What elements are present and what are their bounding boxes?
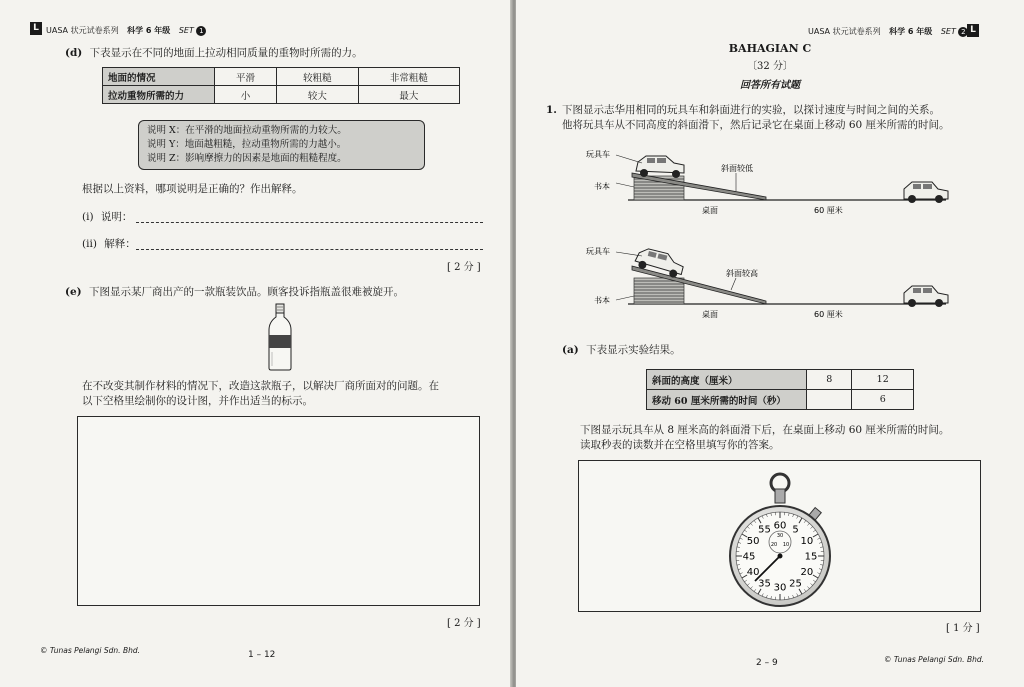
copyright-footer: © Tunas Pelangi Sdn. Bhd. xyxy=(40,646,140,655)
page-number: 2 – 9 xyxy=(756,658,778,668)
dial-number: 50 xyxy=(746,536,760,547)
section-instruction: 回答所有试题 xyxy=(740,80,800,91)
section-marks: 〔32 分〕 xyxy=(747,61,793,72)
ramp-label: 斜面较高 xyxy=(726,269,758,278)
table-cell: 最大 xyxy=(358,86,459,104)
question-text: 下表显示在不同的地面上拉动相同质量的重物时所需的力。 xyxy=(89,47,363,59)
set-number-badge: 1 xyxy=(196,26,206,36)
ramp-label: 斜面较低 xyxy=(721,164,753,173)
sub-number: (ii) xyxy=(82,238,97,250)
dial-number: 10 xyxy=(800,536,814,547)
dial-number: 55 xyxy=(758,524,771,536)
stopwatch-icon xyxy=(579,461,982,613)
page-header xyxy=(46,25,206,36)
table-row xyxy=(647,370,914,390)
table-cell: 较大 xyxy=(277,86,359,104)
table-row xyxy=(103,86,460,104)
books-label: 书本 xyxy=(594,182,610,191)
question-1-prompt-2: 他将玩具车从不同高度的斜面滑下，然后记录它在桌面上移动 60 厘米所需的时间。 xyxy=(562,119,950,131)
statement-x: 说明 X：在平滑的地面拉动重物所需的力较大。 xyxy=(147,125,347,136)
table-cell: 地面的情况 xyxy=(103,68,215,86)
set-number-badge: 2 xyxy=(958,27,968,37)
table-row xyxy=(103,68,460,86)
sub-label: 解释： xyxy=(104,238,136,250)
toy-car-label: 玩具车 xyxy=(586,150,610,159)
dial-number: 60 xyxy=(773,520,787,532)
sub-label: 说明： xyxy=(100,211,133,223)
dial-number: 20 xyxy=(800,567,814,578)
distance-label: 60 厘米 xyxy=(814,206,843,215)
publisher-logo: L xyxy=(967,24,979,37)
dial-number: 45 xyxy=(742,551,756,563)
dial-number: 5 xyxy=(792,524,799,536)
part-a-instruction-2: 读取秒表的读数并在空格里填写你的答案。 xyxy=(580,439,780,451)
subject-label: 科学 6 年级 xyxy=(127,26,171,35)
question-d-marks: [ 2 分 ] xyxy=(447,262,481,273)
part-a-prompt xyxy=(562,343,681,357)
series-title: UASA 状元试卷系列 xyxy=(808,27,881,36)
table-cell: 小 xyxy=(215,86,277,104)
table-label: 桌面 xyxy=(702,310,718,319)
sub-number: (a) xyxy=(562,344,579,356)
question-number: 1. xyxy=(546,104,557,116)
table-cell: 12 xyxy=(852,370,914,390)
page-number: 1 – 12 xyxy=(248,650,276,660)
part-a-instruction-1: 下图显示玩具车从 8 厘米高的斜面滑下后，在桌面上移动 60 厘米所需的时间。 xyxy=(580,424,950,436)
right-page xyxy=(516,0,1024,687)
books-label: 书本 xyxy=(594,296,610,305)
toy-car-icon xyxy=(636,156,684,178)
dial-number: 15 xyxy=(804,551,818,563)
dial-number: 30 xyxy=(773,582,787,594)
question-e-instruction-2: 以下空格里绘制你的设计图，并作出适当的标示。 xyxy=(82,395,313,407)
ramp-diagram-low xyxy=(586,143,966,221)
question-number: (d) xyxy=(65,47,83,59)
design-drawing-area[interactable] xyxy=(77,416,480,606)
table-cell: 拉动重物所需的力 xyxy=(103,86,215,104)
surface-force-table xyxy=(102,67,460,104)
table-cell: 6 xyxy=(852,390,914,410)
answer-blank-cell[interactable] xyxy=(807,390,852,410)
statement-y: 说明 Y：地面越粗糙，拉动重物所需的力越小。 xyxy=(147,139,347,150)
bottle-image xyxy=(266,302,294,372)
answer-ii-label xyxy=(82,237,136,251)
table-cell: 非常粗糙 xyxy=(358,68,459,86)
ramp-diagram-high xyxy=(586,240,966,322)
question-e-prompt xyxy=(65,285,404,299)
series-title: UASA 状元试卷系列 xyxy=(46,26,119,35)
table-cell: 移动 60 厘米所需的时间（秒） xyxy=(647,390,807,410)
inner-dial-number: 10 xyxy=(782,542,790,548)
distance-label: 60 厘米 xyxy=(814,310,843,319)
dial-number: 35 xyxy=(758,578,771,590)
question-e-marks: [ 2 分 ] xyxy=(447,618,481,629)
question-d-instruction: 根据以上资料，哪项说明是正确的？作出解释。 xyxy=(82,183,303,195)
question-number: (e) xyxy=(65,286,82,298)
experiment-results-table xyxy=(646,369,914,410)
table-cell: 较粗糙 xyxy=(277,68,359,86)
dial-number: 25 xyxy=(789,578,802,590)
question-text: 下图显示某厂商出产的一款瓶装饮品。顾客投诉指瓶盖很难被旋开。 xyxy=(88,286,404,298)
dial-number: 40 xyxy=(746,567,760,578)
answer-i-line[interactable] xyxy=(136,222,483,223)
publisher-logo: L xyxy=(30,22,42,35)
page-header xyxy=(808,26,968,37)
copyright-footer: © Tunas Pelangi Sdn. Bhd. xyxy=(884,655,984,664)
statements-box xyxy=(138,120,425,170)
question-d-prompt xyxy=(65,46,363,60)
question-1-prompt-1: 下图显示志华用相同的玩具车和斜面进行的实验，以探讨速度与时间之间的关系。 xyxy=(562,104,940,116)
sub-number: (i) xyxy=(82,211,94,223)
table-cell: 8 xyxy=(807,370,852,390)
section-title: BAHAGIAN C xyxy=(728,42,812,55)
part-a-marks: [ 1 分 ] xyxy=(946,623,980,634)
set-label: SET xyxy=(940,27,956,36)
answer-ii-line[interactable] xyxy=(136,249,483,250)
set-label: SET xyxy=(178,26,194,35)
inner-dial-number: 20 xyxy=(770,542,778,548)
table-row xyxy=(647,390,914,410)
table-cell: 斜面的高度（厘米） xyxy=(647,370,807,390)
subject-label: 科学 6 年级 xyxy=(889,27,933,36)
toy-car-label: 玩具车 xyxy=(586,247,610,256)
inner-dial-number: 30 xyxy=(776,533,784,539)
table-label: 桌面 xyxy=(702,206,718,215)
statement-z: 说明 Z：影响摩擦力的因素是地面的粗糙程度。 xyxy=(147,153,347,164)
stopwatch-box xyxy=(578,460,981,612)
answer-i-label xyxy=(82,210,132,224)
question-e-instruction-1: 在不改变其制作材料的情况下，改造这款瓶子，以解决厂商所面对的问题。在 xyxy=(82,380,439,392)
sub-text: 下表显示实验结果。 xyxy=(586,344,681,356)
table-cell: 平滑 xyxy=(215,68,277,86)
